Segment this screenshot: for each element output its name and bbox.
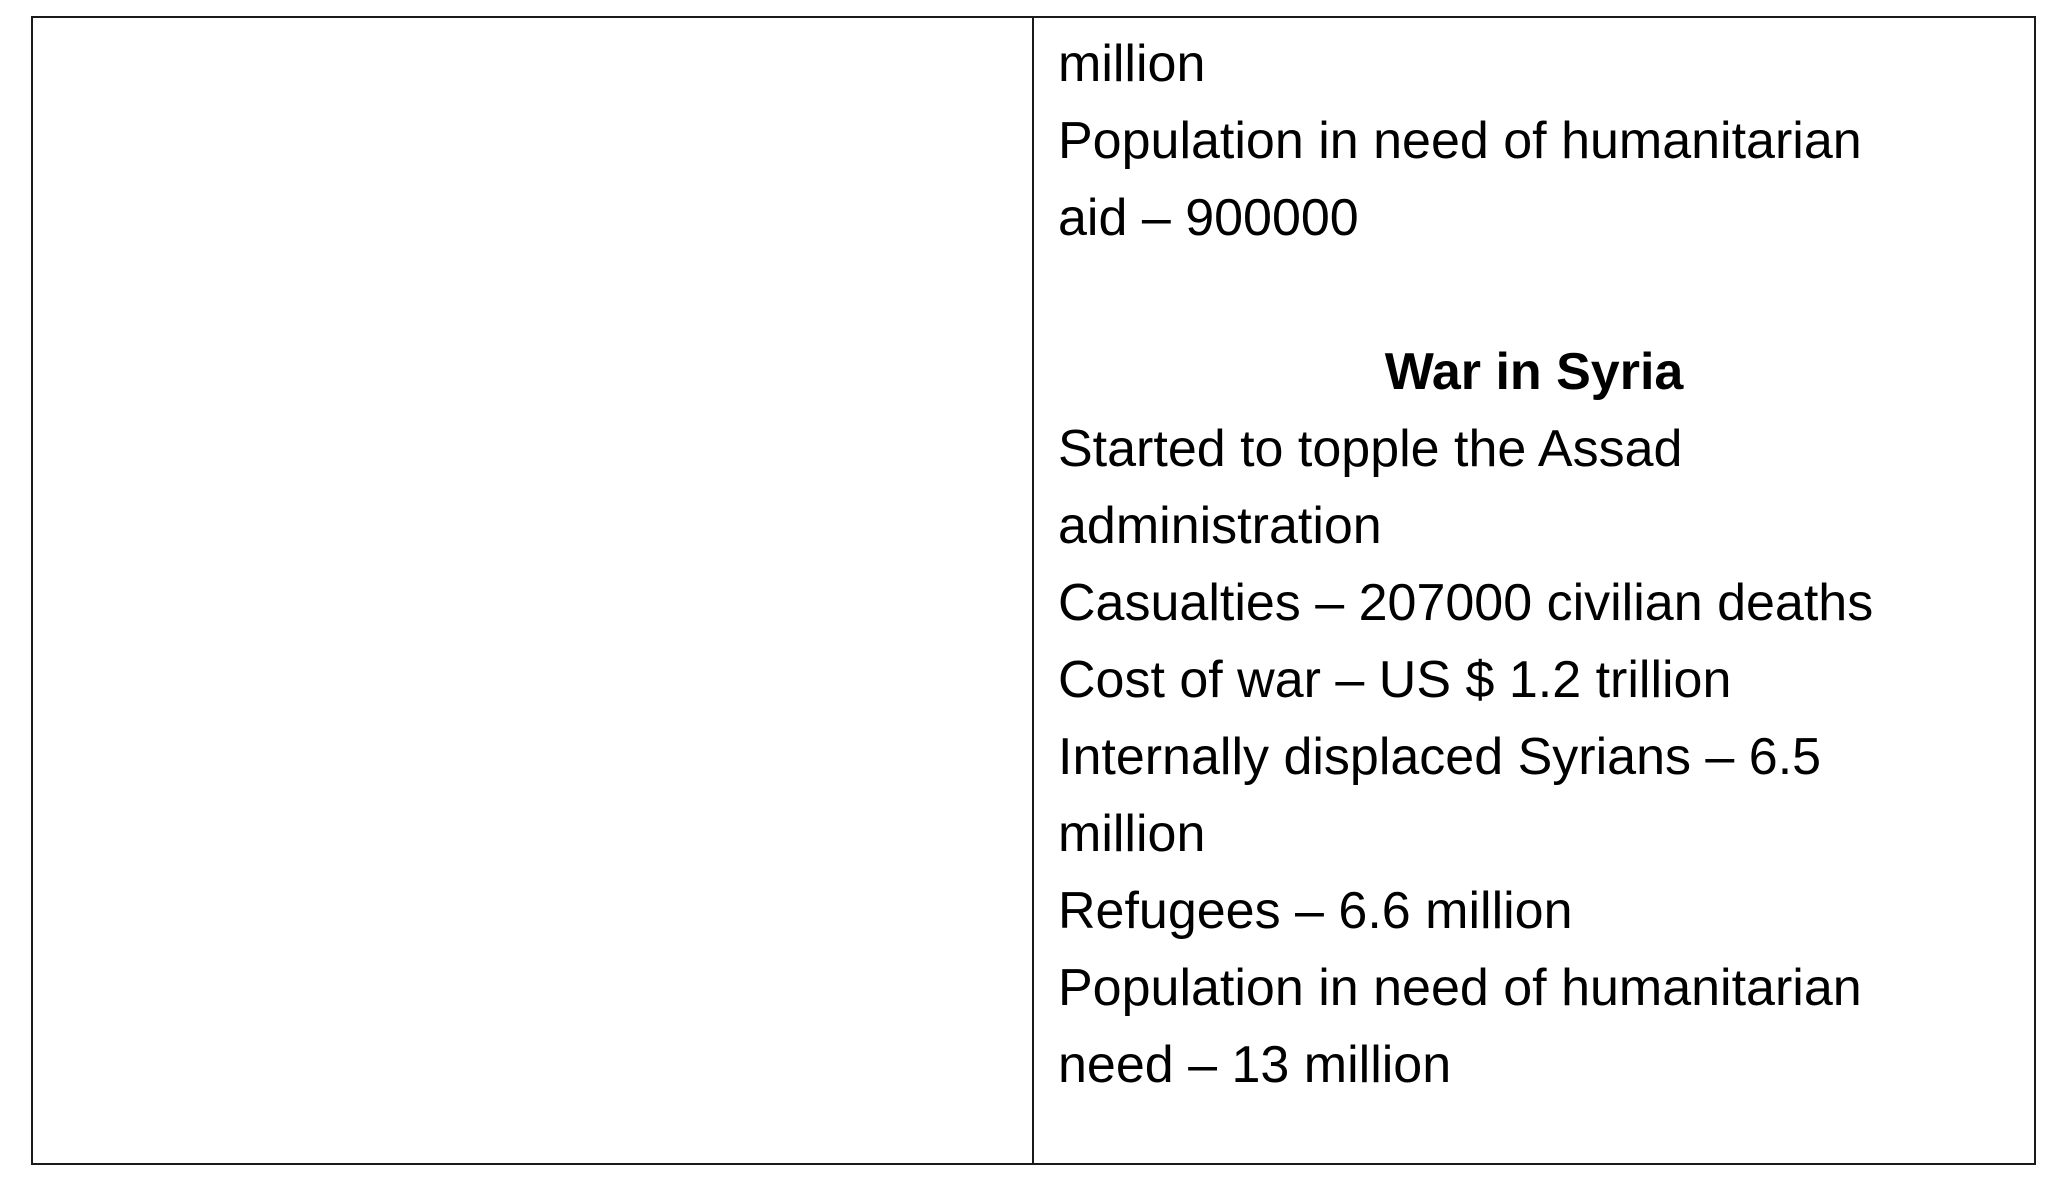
text-line: Population in need of humanitarian — [1058, 959, 1862, 1017]
text-line: Cost of war – US $ 1.2 trillion — [1058, 651, 1732, 709]
text-line: million — [1058, 35, 1206, 93]
text-line: Internally displaced Syrians – 6.5 — [1058, 728, 1822, 786]
document-table — [31, 16, 2036, 1165]
table-cell-right — [1034, 18, 2034, 1163]
text-line: Refugees – 6.6 million — [1058, 882, 1573, 940]
section-heading: War in Syria — [1384, 343, 1684, 401]
text-line: Started to topple the Assad — [1058, 420, 1683, 478]
blank-line — [1058, 257, 2010, 334]
text-line: Casualties – 207000 civilian deaths — [1058, 574, 1874, 632]
text-line: need – 13 million — [1058, 1036, 1452, 1094]
text-line: Population in need of humanitarian — [1058, 112, 1862, 170]
text-line: aid – 900000 — [1058, 189, 1359, 247]
text-line: administration — [1058, 497, 1382, 555]
text-line: million — [1058, 805, 1206, 863]
table-cell-left — [33, 18, 1034, 1163]
